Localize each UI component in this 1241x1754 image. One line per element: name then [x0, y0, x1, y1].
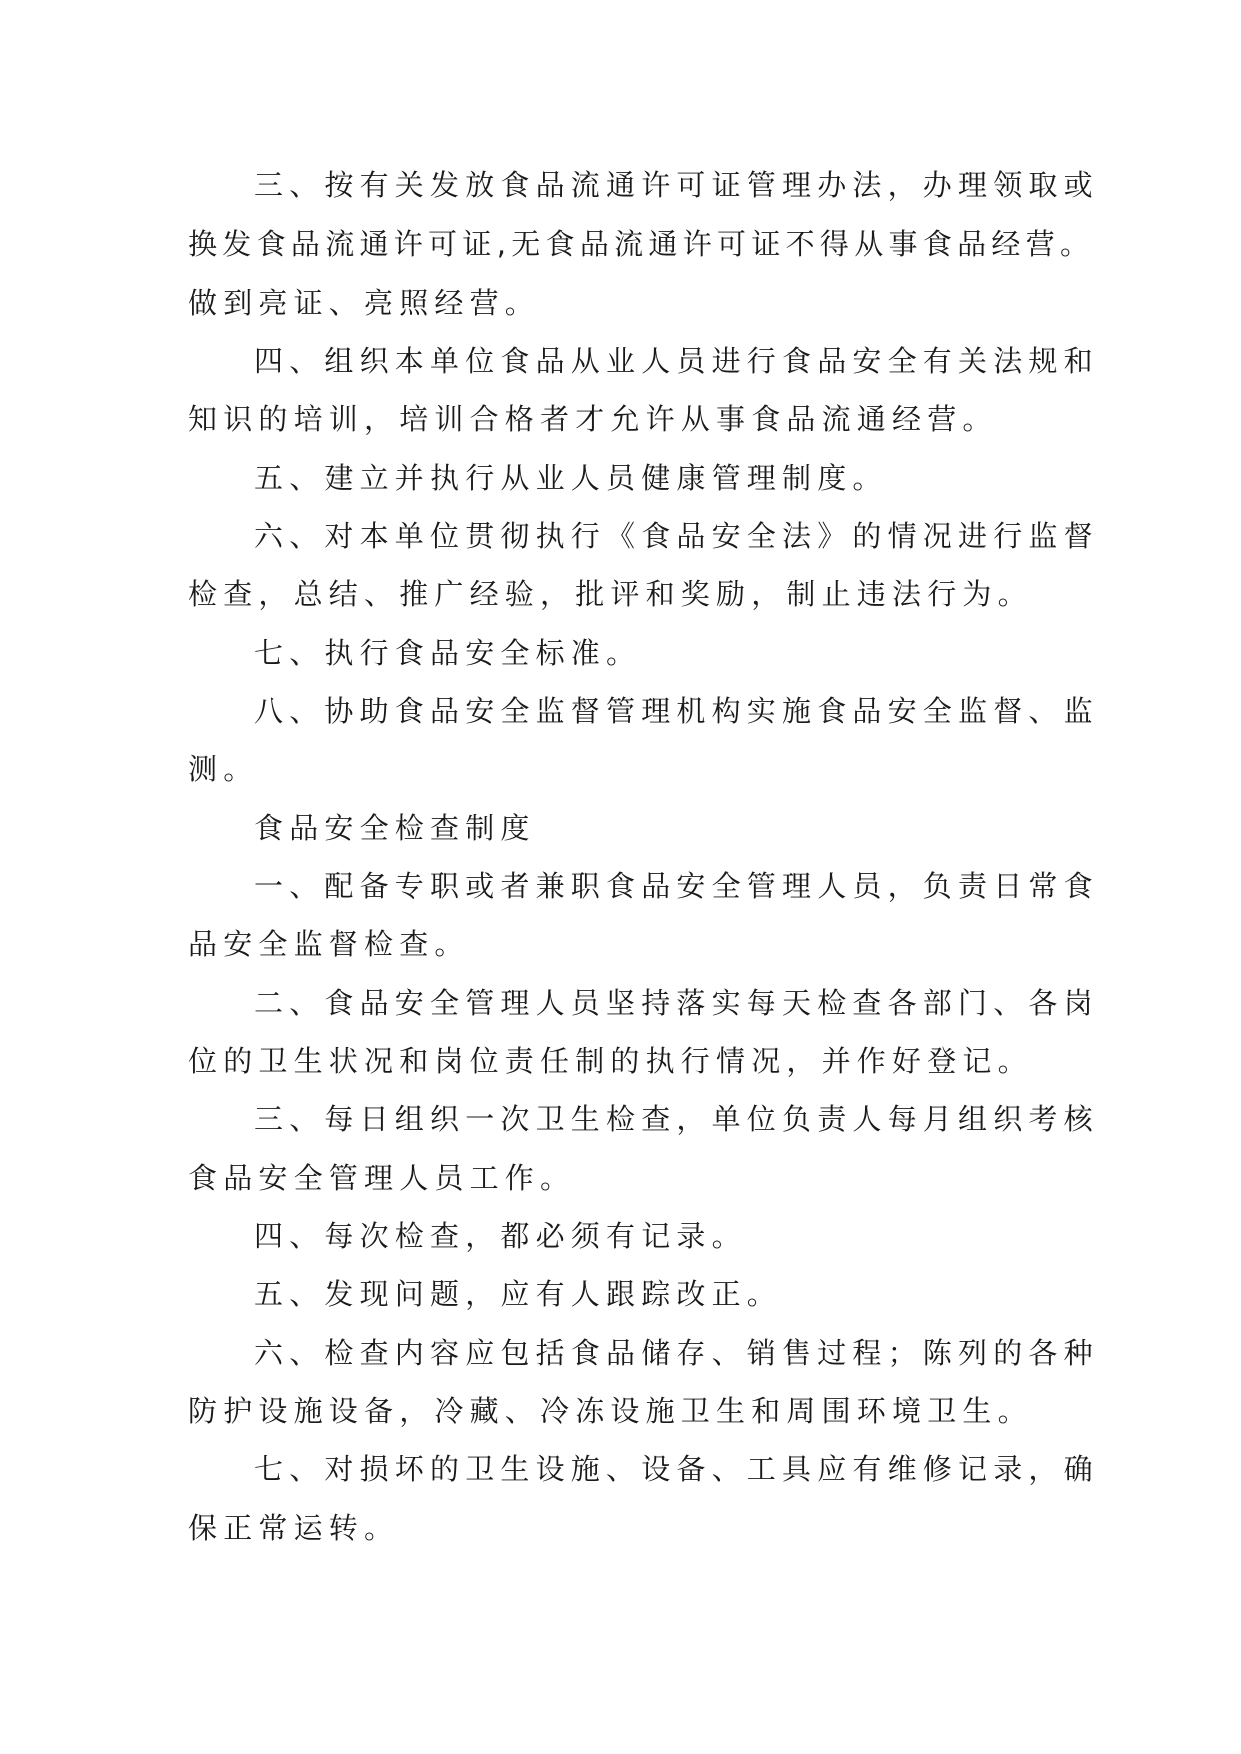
paragraph-line: 三、按有关发放食品流通许可证管理办法，办理领取或 — [254, 168, 1099, 202]
paragraph-line: 二、食品安全管理人员坚持落实每天检查各部门、各岗 — [254, 986, 1099, 1020]
paragraph-line: 四、组织本单位食品从业人员进行食品安全有关法规和 — [254, 344, 1099, 378]
paragraph-line: 食品安全管理人员工作。 — [188, 1161, 576, 1195]
paragraph-line: 防护设施设备，冷藏、冷冻设施卫生和周围环境卫生。 — [188, 1394, 1033, 1428]
paragraph-line: 六、检查内容应包括食品储存、销售过程；陈列的各种 — [254, 1336, 1099, 1370]
paragraph-line: 八、协助食品安全监督管理机构实施食品安全监督、监 — [254, 694, 1099, 728]
paragraph-line: 三、每日组织一次卫生检查，单位负责人每月组织考核 — [254, 1102, 1099, 1136]
section-heading: 食品安全检查制度 — [254, 811, 536, 845]
paragraph-line: 测。 — [188, 752, 259, 786]
paragraph-line: 知识的培训，培训合格者才允许从事食品流通经营。 — [188, 402, 998, 436]
paragraph-line: 检查，总结、推广经验，批评和奖励，制止违法行为。 — [188, 577, 1033, 611]
paragraph-line: 七、执行食品安全标准。 — [254, 636, 642, 670]
paragraph-line: 位的卫生状况和岗位责任制的执行情况，并作好登记。 — [188, 1044, 1033, 1078]
paragraph-line: 换发食品流通许可证,无食品流通许可证不得从事食品经营。 — [188, 227, 1095, 261]
paragraph-line: 四、每次检查，都必须有记录。 — [254, 1219, 747, 1253]
paragraph-line: 一、配备专职或者兼职食品安全管理人员，负责日常食 — [254, 869, 1099, 903]
paragraph-line: 六、对本单位贯彻执行《食品安全法》的情况进行监督 — [254, 519, 1099, 553]
paragraph-line: 品安全监督检查。 — [188, 927, 470, 961]
paragraph-line: 做到亮证、亮照经营。 — [188, 286, 541, 320]
paragraph-line: 保正常运转。 — [188, 1511, 400, 1545]
paragraph-line: 五、发现问题，应有人跟踪改正。 — [254, 1277, 783, 1311]
paragraph-line: 五、建立并执行从业人员健康管理制度。 — [254, 461, 888, 495]
paragraph-line: 七、对损坏的卫生设施、设备、工具应有维修记录，确 — [254, 1452, 1099, 1486]
